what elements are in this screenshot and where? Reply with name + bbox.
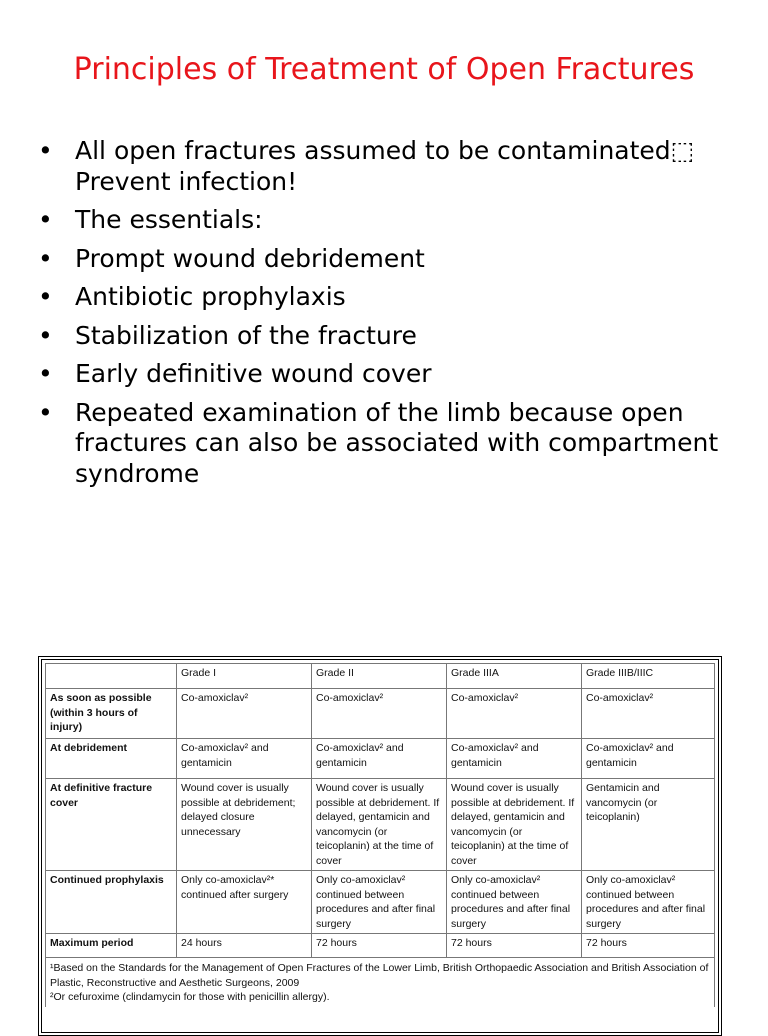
bullet-text: Repeated examination of the limb because open fractures can also be associated with compartment syndrome	[75, 397, 719, 488]
table-header-row	[46, 664, 715, 689]
table-cell: Gentamicin and vancomycin (or teicoplanin)	[582, 779, 715, 871]
bullet-text: The essentials:	[75, 205, 263, 234]
bullet-item	[38, 136, 738, 197]
row-label: Maximum period	[46, 934, 177, 958]
bullet-dot: •	[38, 243, 53, 273]
table-row	[46, 779, 715, 871]
table-cell: Co-amoxiclav²	[312, 689, 447, 739]
row-label: At debridement	[46, 739, 177, 779]
bullet-text: Prompt wound debridement	[75, 243, 425, 273]
table-cell: 72 hours	[312, 934, 447, 958]
table-cell: Wound cover is usually possible at debridement; delayed closure unnecessary	[177, 779, 312, 871]
bullet-item	[38, 282, 738, 313]
table-cell: Wound cover is usually possible at debridement. If delayed, gentamicin and vancomycin (or teicoplanin) at the time of cover	[312, 779, 447, 871]
table-cell: Only co-amoxiclav² continued between procedures and after final surgery	[447, 871, 582, 934]
table-cell: 24 hours	[177, 934, 312, 958]
table-cell: Wound cover is usually possible at debridement. If delayed, gentamicin and vancomycin (or teicoplanin) at the time of cover	[447, 779, 582, 871]
bullet-dot: •	[38, 205, 53, 234]
bullet-text: All open fractures assumed to be contaminated⬚ Prevent infection!	[75, 136, 695, 196]
antibiotic-table-image	[38, 656, 722, 1036]
table-footnotes	[46, 958, 715, 1007]
table-cell: Co-amoxiclav²	[582, 689, 715, 739]
table-row	[46, 871, 715, 934]
bullet-dot: •	[38, 397, 53, 427]
table-cell: Co-amoxiclav² and gentamicin	[447, 739, 582, 779]
table-row	[46, 934, 715, 958]
bullet-dot: •	[38, 320, 53, 350]
row-label: At definitive fracture cover	[46, 779, 177, 871]
table-header-cell: Grade IIIA	[447, 664, 582, 689]
table-cell: Only co-amoxiclav² continued between procedures and after final surgery	[582, 871, 715, 934]
bullet-item	[38, 321, 738, 352]
bullet-text: Antibiotic prophylaxis	[75, 282, 346, 311]
table-cell: Only co-amoxiclav² continued between procedures and after final surgery	[312, 871, 447, 934]
table-cell: Co-amoxiclav² and gentamicin	[312, 739, 447, 779]
table-footnote-row	[46, 958, 715, 1007]
table-cell: 72 hours	[582, 934, 715, 958]
table-row	[46, 739, 715, 779]
bullet-dot: •	[38, 282, 53, 311]
bullet-item	[38, 244, 738, 275]
table-cell: Co-amoxiclav²	[447, 689, 582, 739]
table-header-cell	[46, 664, 177, 689]
bullet-item	[38, 359, 738, 390]
table-cell: 72 hours	[447, 934, 582, 958]
bullet-item	[38, 205, 738, 236]
table-cell: Only co-amoxiclav²* continued after surgery	[177, 871, 312, 934]
footnote: ¹Based on the Standards for the Management of Open Fractures of the Lower Limb, British Orthopaedic Association and British Association of Plastic, Reconstructive and Aesthetic Surgeons, 2009	[50, 962, 709, 989]
table-row	[46, 689, 715, 739]
footnote: ²Or cefuroxime (clindamycin for those with penicillin allergy).	[50, 991, 330, 1003]
antibiotic-table	[45, 663, 715, 1007]
bullet-text: Stabilization of the fracture	[75, 320, 417, 350]
bullet-dot: •	[38, 359, 53, 388]
table-cell: Co-amoxiclav²	[177, 689, 312, 739]
bullet-dot: •	[38, 136, 53, 165]
bullet-item	[38, 398, 738, 490]
table-header-cell: Grade II	[312, 664, 447, 689]
table-header-cell: Grade I	[177, 664, 312, 689]
table-cell: Co-amoxiclav² and gentamicin	[177, 739, 312, 779]
row-label: As soon as possible (within 3 hours of injury)	[46, 689, 177, 739]
table-header-cell: Grade IIIB/IIIC	[582, 664, 715, 689]
bullet-list	[38, 136, 738, 497]
slide-title: Principles of Treatment of Open Fractures	[73, 52, 695, 88]
bullet-text: Early definitive wound cover	[75, 359, 432, 388]
table-cell: Co-amoxiclav² and gentamicin	[582, 739, 715, 779]
row-label: Continued prophylaxis	[46, 871, 177, 934]
